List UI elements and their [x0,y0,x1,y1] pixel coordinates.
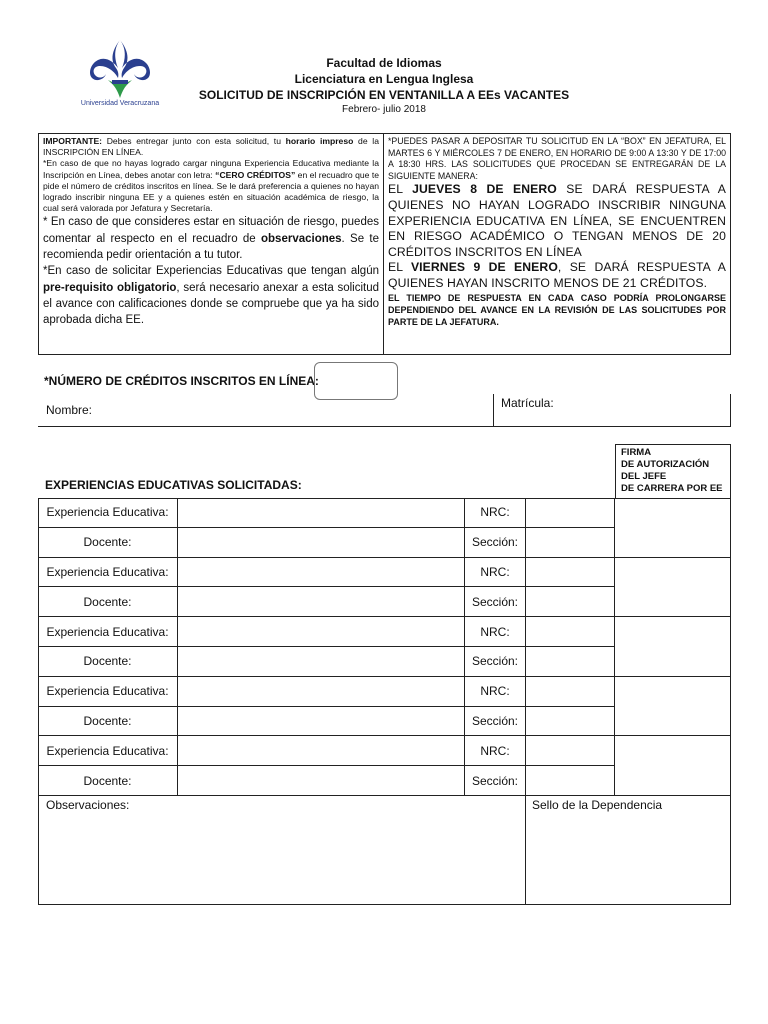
seccion-input[interactable] [526,707,615,737]
instructions-right [384,134,730,354]
nrc-input[interactable] [526,677,615,707]
docente-label: Docente: [38,528,178,558]
exp-label: Experiencia Educativa: [38,736,178,766]
exp-label: Experiencia Educativa: [38,677,178,707]
firma-cell[interactable] [615,617,731,677]
docente-input[interactable] [178,647,465,677]
nombre-label: Nombre: [46,403,93,417]
nrc-input[interactable] [526,736,615,766]
docente-label: Docente: [38,647,178,677]
instruction-viernes: EL VIERNES 9 DE ENERO, SE DARÁ RESPUESTA A QUIENES HAYAN INSCRITO MENOS DE 21 CRÉDITOS. [388,260,726,290]
exp-label: Experiencia Educativa: [38,617,178,647]
docente-input[interactable] [178,528,465,558]
docente-input[interactable] [178,707,465,737]
matricula-label: Matrícula: [501,396,554,410]
right-edge-line [730,394,731,427]
docente-label: Docente: [38,587,178,617]
instruction-important: IMPORTANTE: Debes entregar junto con esta solicitud, tu horario impreso de la INSCRIPCIÓN EN LÍNEA. [43,136,379,158]
firma-cell[interactable] [615,558,731,618]
sello-area[interactable] [526,796,731,905]
instruction-riesgo: * En caso de que consideres estar en situación de riesgo, puedes comentar al respecto en el recuadro de observaciones. Se te recomienda pedir orientación a tu tutor. [43,216,379,262]
program-title: Licenciatura en Lengua Inglesa [294,72,474,86]
creditos-input[interactable] [314,362,398,400]
exp-input[interactable] [178,677,465,707]
instruction-tiempo: EL TIEMPO DE RESPUESTA EN CADA CASO PODRÍA PROLONGARSE DEPENDIENDO DEL AVANCE EN LA REVISIÓN DE LAS SOLICITUDES POR PARTE DE LA JEFATURA. [388,292,726,328]
seccion-input[interactable] [526,587,615,617]
nrc-input[interactable] [526,498,615,528]
form-title: SOLICITUD DE INSCRIPCIÓN EN VENTANILLA A EEs VACANTES [198,88,570,102]
nrc-label: NRC: [465,617,526,647]
instruction-cero-creditos: *En caso de que no hayas logrado cargar ninguna Experiencia Educativa mediante la Inscripción en Línea, debes anotar con letra: “CERO CRÉDITOS” en el recuadro que te pide el número de créditos inscritos en línea. Se le dará preferencia a quienes no hayan logrado inscribir ninguna EE y a quienes estén en situación académica de riesgo, la cual será valorada por Jefatura y Secretaría. [43,158,380,214]
seccion-input[interactable] [526,766,615,796]
seccion-label: Sección: [465,587,526,617]
exp-input[interactable] [178,558,465,588]
creditos-label: *NÚMERO DE CRÉDITOS INSCRITOS EN LÍNEA: [44,374,319,388]
exp-input[interactable] [178,736,465,766]
firma-cell[interactable] [615,498,731,558]
instructions-box [38,133,731,355]
exp-input[interactable] [178,617,465,647]
seccion-label: Sección: [465,707,526,737]
docente-label: Docente: [38,707,178,737]
matricula-divider [493,394,494,427]
instruction-jueves: EL JUEVES 8 DE ENERO SE DARÁ RESPUESTA A QUIENES NO HAYAN LOGRADO INSCRIBIR NINGUNA EXPERIENCIA EDUCATIVA EN LÍNEA, SE ENCUENTREN EN RIESGO ACADÉMICO O TENGAN MENOS DE 20 CRÉDITOS INSCRITOS EN LÍNEA [388,182,726,259]
period-label: Febrero- julio 2018 [342,104,426,115]
docente-label: Docente: [38,766,178,796]
exp-label: Experiencia Educativa: [38,558,178,588]
exp-input[interactable] [178,498,465,528]
seccion-input[interactable] [526,647,615,677]
observaciones-area[interactable] [38,796,526,905]
seccion-label: Sección: [465,647,526,677]
firma-cell[interactable] [615,677,731,737]
firma-cell[interactable] [615,736,731,796]
faculty-title: Facultad de Idiomas [326,56,442,70]
instruction-box-deposit: *PUEDES PASAR A DEPOSITAR TU SOLICITUD EN LA “BOX” EN JEFATURA, EL MARTES 6 Y MIÉRCOLES 7 DE ENERO, EN HORARIO DE 9:00 A 13:30 Y DE 17:00 A 18:30 HRS. LAS SOLICITUDES QUE PROCEDAN SE ENTREGARÁN DE LA SIGUIENTE MANERA: [388,136,726,181]
seccion-label: Sección: [465,528,526,558]
nrc-label: NRC: [465,677,526,707]
docente-input[interactable] [178,766,465,796]
firma-label: FIRMA DE AUTORIZACIÓN DEL JEFE DE CARRERA POR EE [621,447,723,494]
firma-header [615,444,731,499]
name-underline [38,426,731,427]
nrc-input[interactable] [526,617,615,647]
instructions-left [39,134,384,354]
exp-label: Experiencia Educativa: [38,498,178,528]
nrc-input[interactable] [526,558,615,588]
university-caption: Universidad Veracruzana [80,100,160,107]
instruction-prerrequisito: *En caso de solicitar Experiencias Educativas que tengan algún pre-requisito obligatorio, será necesario anexar a esta solicitud el avance con calificaciones donde se compruebe que ya ha sido aprobada dicha EE. [43,265,379,327]
sello-label: Sello de la Dependencia [532,798,663,812]
experiencias-title: EXPERIENCIAS EDUCATIVAS SOLICITADAS: [45,478,302,492]
nrc-label: NRC: [465,736,526,766]
docente-input[interactable] [178,587,465,617]
nrc-label: NRC: [465,558,526,588]
nrc-label: NRC: [465,498,526,528]
seccion-input[interactable] [526,528,615,558]
seccion-label: Sección: [465,766,526,796]
observaciones-label: Observaciones: [46,798,130,812]
